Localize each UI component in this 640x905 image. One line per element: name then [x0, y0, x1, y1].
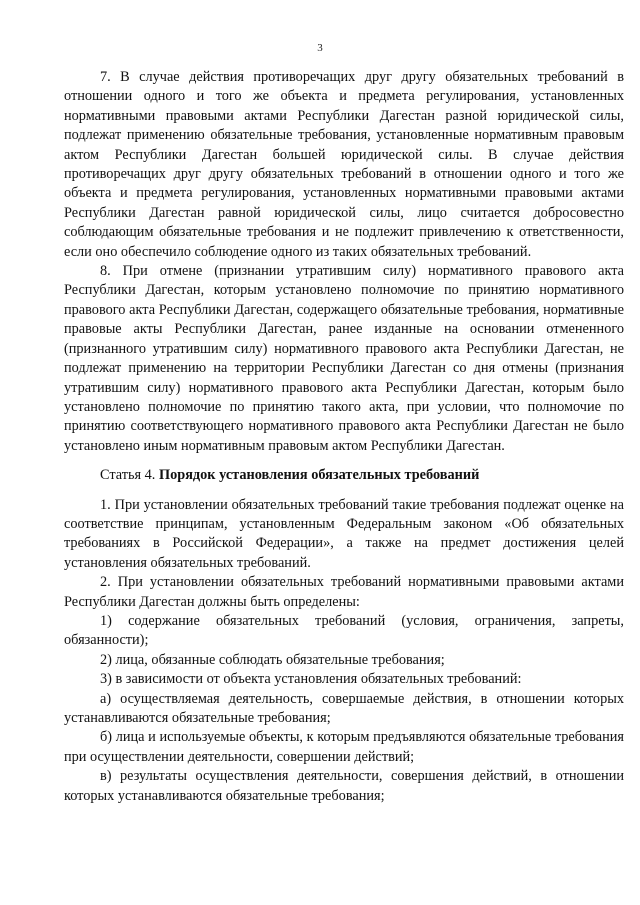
article-heading	[64, 466, 624, 485]
list-subitem-b: б) лица и используемые объекты, к которым предъявляются обязательные требования при осуществлении деятельности, совершении действий;	[64, 729, 624, 765]
list-item-2: 2) лица, обязанные соблюдать обязательные требования;	[100, 651, 445, 668]
paragraph-8: 8. При отмене (признании утратившим силу) нормативного правового акта Республики Дагестан, которым установлено полномочие по принятию нормативного правового акта Республики Дагестан, содержащего обязательные требования, нормативные правовые акты Республики Дагестан, ранее изданные на основании отмененного (признанного утратившим силу) нормативного правового акта Республики Дагестан, не подлежат применению на территории Республики Дагестан со дня отмены (признания утратившим силу) нормативного правового акта Республики Дагестан, которым было установлено полномочие по принятию такого акта, при условии, что полномочие по принятию соответствующего нормативного правового акта Республики Дагестан не было установлено иным нормативным правовым актом Республики Дагестан.	[64, 263, 624, 454]
document-body	[64, 68, 624, 806]
article-paragraph-2: 2. При установлении обязательных требований нормативными правовыми актами Республики Дагестан должны быть определены:	[64, 574, 624, 610]
list-item-1: 1) содержание обязательных требований (условия, ограничения, запреты, обязанности);	[64, 612, 624, 649]
page-number: 3	[317, 42, 323, 54]
list-item-3: 3) в зависимости от объекта установления обязательных требований:	[100, 671, 522, 688]
article-title: Порядок установления обязательных требований	[158, 467, 480, 484]
list-subitem-a: а) осуществляемая деятельность, совершаемые действия, в отношении которых устанавливаются обязательные требования;	[64, 690, 624, 726]
list-subitem-v: в) результаты осуществления деятельности, совершения действий, в отношении которых устанавливаются обязательные требования;	[64, 768, 624, 804]
paragraph-7: 7. В случае действия противоречащих друг другу обязательных требований в отношении одного и того же объекта и предмета регулирования, установленных нормативными правовыми актами Республики Дагестан разной юридической силы, подлежат применению обязательные требования, установленные нормативным правовым актом Республики Дагестан большей юридической силы. В случае действия противоречащих друг другу обязательных требований в отношении одного и того же объекта и предмета регулирования, установленных нормативными правовыми актами Республики Дагестан равной юридической силы, лицо считается добросовестно соблюдающим обязательные требования и не подлежит привлечению к ответственности, если оно обеспечило соблюдение одного из таких обязательных требований.	[64, 69, 624, 260]
article-paragraph-1: 1. При установлении обязательных требований такие требования подлежат оценке на соответствие принципам, установленным Федеральным законом «Об обязательных требованиях в Российской Федерации», а также на предмет достижения целей установления обязательных требований.	[64, 496, 624, 571]
article-number: Статья 4.	[100, 467, 159, 484]
